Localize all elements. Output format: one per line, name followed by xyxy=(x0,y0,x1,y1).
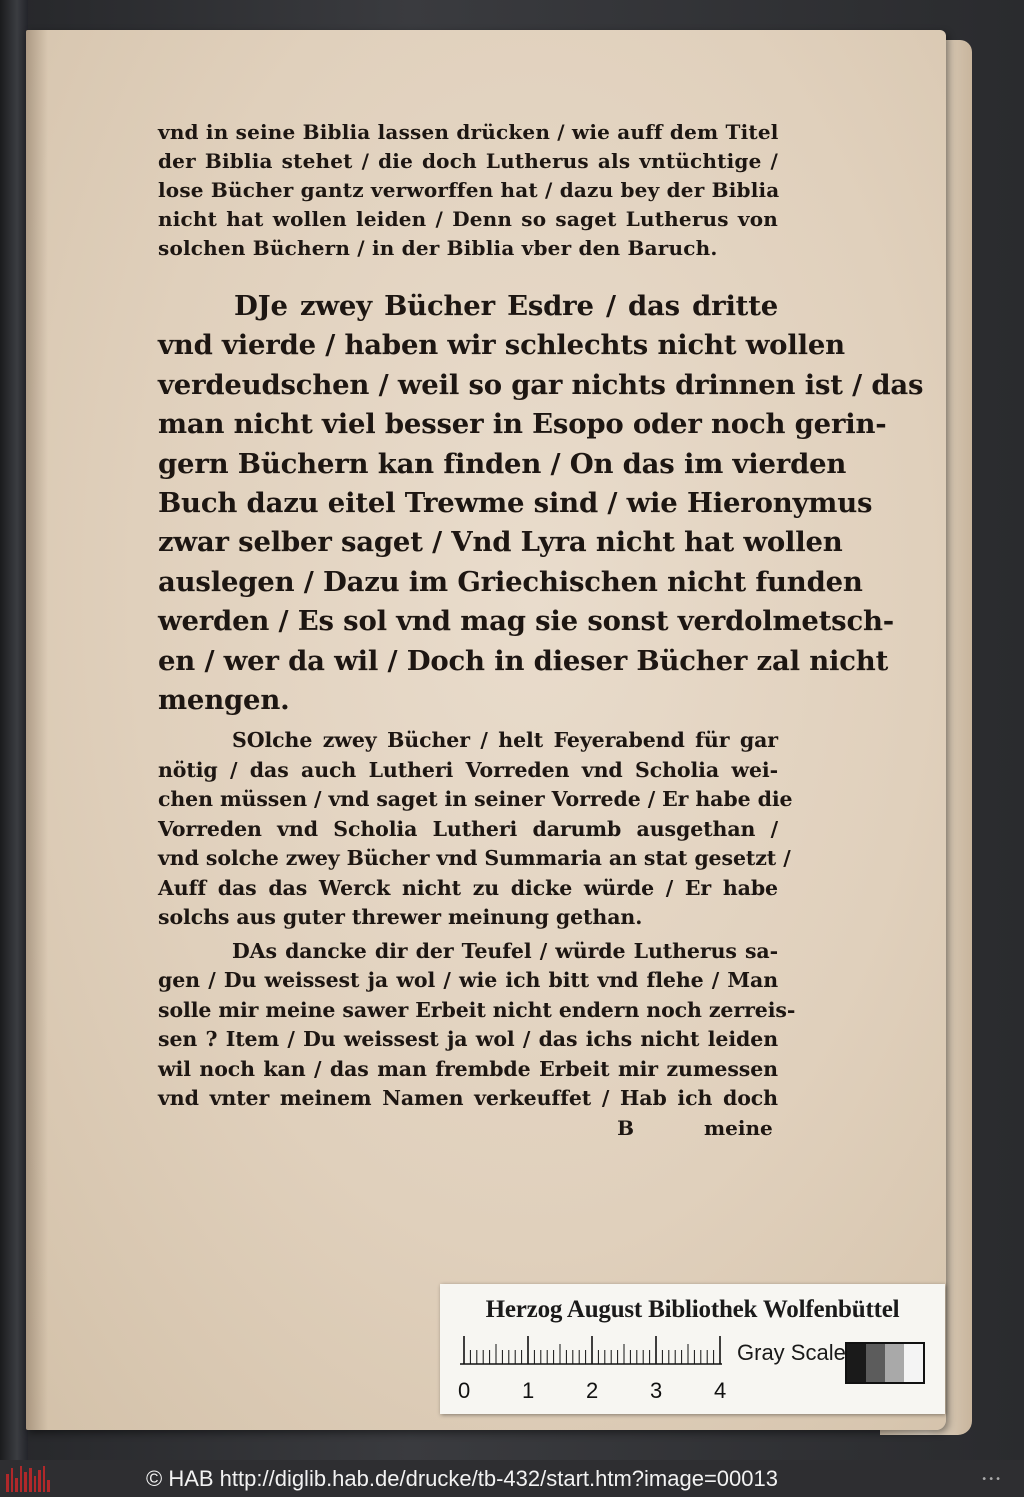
gray-swatch xyxy=(847,1344,866,1382)
text-line: gern Büchern kan finden / On das im vierden xyxy=(158,447,847,480)
text-line: mengen. xyxy=(158,684,290,717)
text-line: SOlche zwey Bücher / helt Feyerabend für gar xyxy=(232,728,778,753)
ruler-numbers xyxy=(454,1378,734,1404)
page-text xyxy=(158,118,924,1140)
catchword: meine xyxy=(704,1115,773,1140)
text-line: nötig / das auch Lutheri Vorreden vnd Scholia wei- xyxy=(158,757,778,782)
logo-bar xyxy=(6,1474,9,1492)
gray-swatch xyxy=(866,1344,885,1382)
paragraph-4 xyxy=(158,937,796,1114)
text-line: gen / Du weissest ja wol / wie ich bitt vnd flehe / Man xyxy=(158,968,778,993)
copyright-url[interactable]: © HAB http://diglib.hab.de/drucke/tb-432/start.htm?image=00013 xyxy=(146,1466,778,1491)
paragraph-2 xyxy=(158,287,924,720)
catchline xyxy=(158,1116,778,1140)
text-line: Vorreden vnd Scholia Lutheri darumb ausgethan / xyxy=(158,816,778,841)
ruler-scale xyxy=(460,1334,730,1378)
gray-swatch xyxy=(885,1344,904,1382)
ruler-number: 0 xyxy=(458,1378,471,1403)
paragraph-1 xyxy=(158,118,778,263)
logo-bar xyxy=(43,1466,46,1492)
text-line: werden / Es sol vnd mag sie sonst verdolmetsch- xyxy=(158,605,895,638)
hab-logo-icon xyxy=(6,1466,50,1492)
text-line: wil noch kan / das man frembde Erbeit mir zumessen xyxy=(158,1056,778,1081)
book-spine xyxy=(0,0,28,1460)
text-line: man nicht viel besser in Esopo oder noch gerin- xyxy=(158,408,887,441)
logo-bar xyxy=(47,1480,50,1492)
text-line: lose Bücher gantz verworffen hat / dazu bey der Biblia xyxy=(158,178,780,202)
ruler-number: 4 xyxy=(714,1378,727,1403)
text-line: solchs aus guter threwer meinung gethan. xyxy=(158,905,643,930)
text-line: Auff das das Werck nicht zu dicke würde / Er habe xyxy=(158,875,778,900)
text-line: vnd vnter meinem Namen verkeuffet / Hab ich doch xyxy=(158,1086,778,1111)
signature-mark: B xyxy=(617,1115,634,1140)
text-line: solchen Büchern / in der Biblia vber den Baruch. xyxy=(158,236,718,260)
text-line: solle mir meine sawer Erbeit nicht endern noch zerreis- xyxy=(158,997,796,1022)
logo-bar xyxy=(38,1470,41,1492)
logo-bar xyxy=(24,1472,27,1492)
library-title: Herzog August Bibliothek Wolfenbüttel xyxy=(485,1296,900,1323)
text-line: nicht hat wollen leiden / Denn so saget Lutherus von xyxy=(158,207,778,231)
text-line: verdeudschen / weil so gar nichts drinnen ist / das xyxy=(158,368,924,401)
gray-swatch xyxy=(904,1344,923,1382)
logo-bar xyxy=(29,1468,32,1492)
text-line: der Biblia stehet / die doch Lutherus als vntüchtige / xyxy=(158,149,778,173)
text-line: vnd solche zwey Bücher vnd Summaria an stat gesetzt / xyxy=(158,846,791,871)
text-line: Buch dazu eitel Trewme sind / wie Hieronymus xyxy=(158,487,873,520)
ruler-number: 1 xyxy=(522,1378,535,1403)
text-line: sen ? Item / Du weissest ja wol / das ichs nicht leiden xyxy=(158,1027,778,1052)
text-line: vnd vierde / haben wir schlechts nicht wollen xyxy=(158,329,845,362)
paragraph-3 xyxy=(158,726,793,933)
text-line: chen müssen / vnd saget in seiner Vorrede / Er habe die xyxy=(158,787,793,812)
text-line: auslegen / Dazu im Griechischen nicht funden xyxy=(158,565,863,598)
text-line: DJe zwey Bücher Esdre / das dritte xyxy=(234,290,778,322)
text-line: zwar selber saget / Vnd Lyra nicht hat wollen xyxy=(158,526,843,559)
logo-bar xyxy=(34,1476,37,1492)
text-line: vnd in seine Biblia lassen drücken / wie auff dem Titel xyxy=(158,120,779,144)
logo-bar xyxy=(15,1478,18,1492)
gray-scale-swatches xyxy=(845,1342,925,1384)
book-page xyxy=(26,30,946,1430)
text-line: DAs dancke dir der Teufel / würde Lutherus sa- xyxy=(232,938,778,963)
logo-bar xyxy=(20,1466,23,1492)
gray-scale-label: Gray Scale xyxy=(737,1340,846,1365)
ruler-number: 3 xyxy=(650,1378,663,1403)
ruler-number: 2 xyxy=(586,1378,599,1403)
logo-bar xyxy=(11,1468,14,1492)
library-label xyxy=(440,1284,945,1414)
text-line: en / wer da wil / Doch in dieser Bücher zal nicht xyxy=(158,644,889,677)
more-dots-icon[interactable]: ••• xyxy=(981,1474,1002,1485)
footer-bar xyxy=(0,1460,1024,1497)
